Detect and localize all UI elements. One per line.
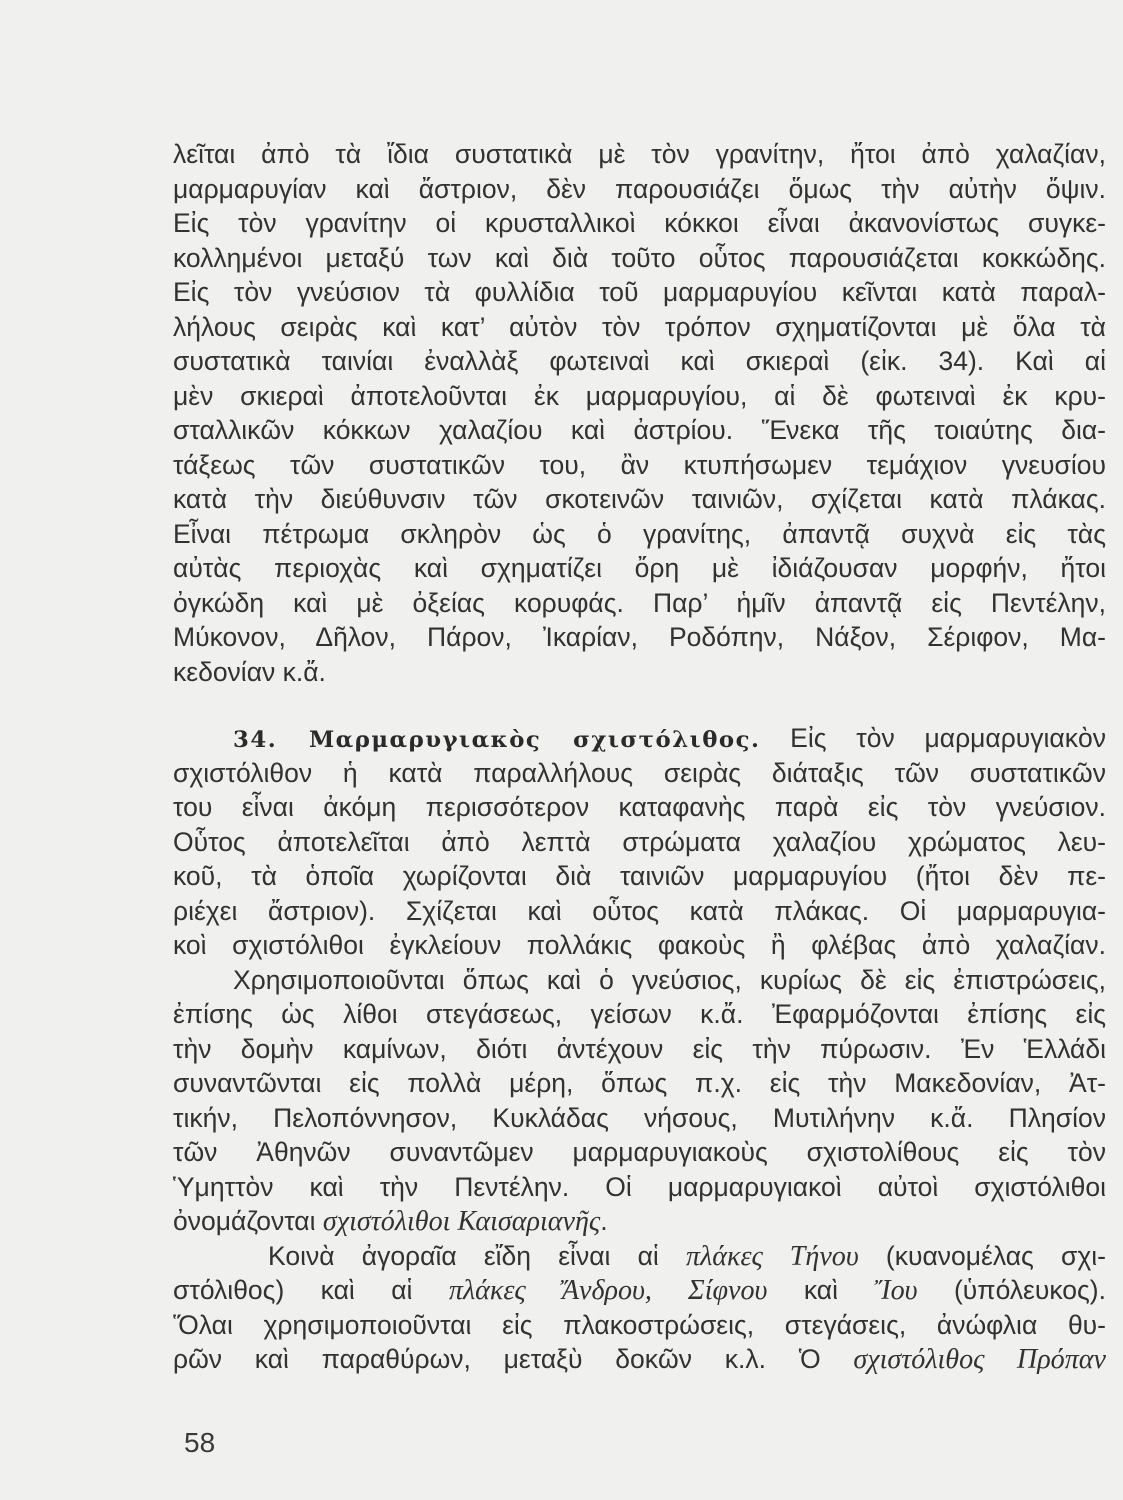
paragraph — [173, 137, 1106, 689]
text-line: τάξεως τῶν συστατικῶν του, ἂν κτυπήσωμεν τεμάχιον γνευσίου — [173, 449, 1106, 480]
text-line: κατὰ τὴν διεύθυνσιν τῶν σκοτεινῶν ταινιῶν, σχίζεται κατὰ πλάκας. — [173, 484, 1106, 514]
text-line: τὴν δομὴν καμίνων, διότι ἀντέχουν εἰς τὴν πύρωσιν. Ἐν Ἑλλάδι — [173, 1033, 1106, 1064]
text-line: ἐπίσης ὡς λίθοι στεγάσεως, γείσων κ.ἄ. Ἐφαρμόζονται ἐπίσης εἰς — [173, 999, 1106, 1029]
text-line: Εἰς τὸν γρανίτην οἱ κρυσταλλικοὶ κόκκοι εἶναι ἀκανονίστως συγκε- — [173, 208, 1106, 238]
text-line: σταλλικῶν κόκκων χαλαζίου καὶ ἀστρίου. Ἕνεκα τῆς τοιαύτης δια- — [173, 415, 1106, 445]
section-34 — [173, 721, 1106, 963]
text-line: Ὑμηττὸν καὶ τὴν Πεντέλην. Οἱ μαρμαρυγιακοὶ αὐτοὶ σχιστόλιθοι — [173, 1171, 1106, 1202]
italic-term: Ἴου — [874, 1275, 918, 1306]
text-segment: ρῶν καὶ παραθύρων, μεταξὺ δοκῶν κ.λ. Ὁ — [173, 1344, 821, 1374]
text-line: μὲν σκιεραὶ ἀποτελοῦνται ἐκ μαρμαρυγίου, αἱ δὲ φωτειναὶ ἐκ κρυ- — [173, 380, 1106, 411]
text-line: σχιστόλιθον ἡ κατὰ παραλλήλους σειρὰς διάταξις τῶν συστατικῶν — [173, 757, 1106, 788]
text-segment: καὶ — [803, 1275, 838, 1305]
text-line — [173, 1342, 1106, 1377]
text-line: Εἰς τὸν γνεύσιον τὰ φυλλίδια τοῦ μαρμαρυγίου κεῖνται κατὰ παραλ- — [173, 277, 1106, 307]
italic-term: σχιστόλιθοι Καισαριανῆς — [322, 1206, 601, 1237]
text-line: τῶν Ἀθηνῶν συναντῶμεν μαρμαρυγιακοὺς σχιστολίθους εἰς τὸν — [173, 1137, 1106, 1167]
page-body — [173, 137, 1106, 1377]
paragraph — [173, 963, 1106, 1239]
text-line: Οὗτος ἀποτελεῖται ἀπὸ λεπτὰ στρώματα χαλαζίου χρώματος λευ- — [173, 826, 1106, 857]
italic-term: πλάκες Τήνου — [686, 1240, 859, 1272]
text-line: κολλημένοι μεταξύ των καὶ διὰ τοῦτο οὗτος παρουσιάζεται κοκκώδης. — [173, 242, 1106, 273]
italic-term: σχιστόλιθος Πρόπαν — [853, 1344, 1106, 1375]
section-heading: 34. Μαρμαρυγιακὸς σχιστόλιθος. — [233, 727, 761, 753]
text-line — [173, 1239, 1106, 1274]
text-segment: (ὑπόλευκος). — [953, 1275, 1106, 1305]
italic-term: πλάκες Ἄνδρου, Σίφνου — [448, 1275, 768, 1306]
text-line: ὀγκώδη καὶ μὲ ὀξείας κορυφάς. Παρ’ ἡμῖν ἀπαντᾷ εἰς Πεντέλην, — [173, 587, 1106, 618]
text-line: Μύκονον, Δῆλον, Πάρον, Ἰκαρίαν, Ροδόπην, Νάξον, Σέριφον, Μα- — [173, 622, 1106, 652]
text-segment: (κυανομέλας σχι- — [885, 1240, 1106, 1271]
text-line: του εἶναι ἀκόμη περισσότερον καταφανὴς παρὰ εἰς τὸν γνεύσιον. — [173, 792, 1106, 822]
text-line: λήλους σειρὰς καὶ κατ’ αὐτὸν τὸν τρόπον σχηματίζονται μὲ ὅλα τὰ — [173, 311, 1106, 342]
text-segment: Εἰς τὸν μαρμαρυγιακὸν — [790, 723, 1106, 753]
text-segment: Κοινὰ ἀγοραῖα εἴδη εἶναι αἱ — [268, 1240, 659, 1271]
text-segment: . — [600, 1206, 608, 1236]
text-line: συστατικὰ ταινίαι ἐναλλὰξ φωτειναὶ καὶ σκιεραὶ (εἰκ. 34). Καὶ αἱ — [173, 346, 1106, 376]
text-line — [173, 1204, 1106, 1239]
text-line: κοῦ, τὰ ὁποῖα χωρίζονται διὰ ταινιῶν μαρμαρυγίου (ἤτοι δὲν πε- — [173, 861, 1106, 891]
text-line: Ὅλαι χρησιμοποιοῦνται εἰς πλακοστρώσεις, στεγάσεις, ἀνώφλια θυ- — [173, 1309, 1106, 1340]
text-line — [173, 1273, 1106, 1308]
text-line — [173, 721, 1106, 756]
text-segment: ὀνομάζονται — [173, 1206, 316, 1236]
page-number: 58 — [184, 1427, 216, 1458]
text-line: συναντῶνται εἰς πολλὰ μέρη, ὅπως π.χ. εἰς τὴν Μακεδονίαν, Ἀτ- — [173, 1068, 1106, 1098]
paragraph — [173, 1239, 1106, 1377]
text-line: ριέχει ἄστριον). Σχίζεται καὶ οὗτος κατὰ πλάκας. Οἱ μαρμαρυγια- — [173, 895, 1106, 926]
text-line: κεδονίαν κ.ἄ. — [173, 656, 326, 687]
text-line: μαρμαρυγίαν καὶ ἄστριον, δὲν παρουσιάζει ὅμως τὴν αὐτὴν ὄψιν. — [173, 173, 1106, 204]
text-line: λεῖται ἀπὸ τὰ ἴδια συστατικὰ μὲ τὸν γρανίτην, ἤτοι ἀπὸ χαλαζίαν, — [173, 139, 1106, 169]
text-line: κοὶ σχιστόλιθοι ἐγκλείουν πολλάκις φακοὺς ἢ φλέβας ἀπὸ χαλαζίαν. — [173, 930, 1106, 960]
text-line: αὐτὰς περιοχὰς καὶ σχηματίζει ὄρη μὲ ἰδιάζουσαν μορφήν, ἤτοι — [173, 553, 1106, 583]
text-line: Εἶναι πέτρωμα σκληρὸν ὡς ὁ γρανίτης, ἀπαντᾷ συχνὰ εἰς τὰς — [173, 518, 1106, 549]
text-segment: στόλιθος) καὶ αἱ — [173, 1275, 413, 1305]
text-line: Χρησιμοποιοῦνται ὅπως καὶ ὁ γνεύσιος, κυρίως δὲ εἰς ἐπιστρώσεις, — [233, 964, 1106, 995]
text-line: τικήν, Πελοπόννησον, Κυκλάδας νήσους, Μυτιλήνην κ.ἄ. Πλησίον — [173, 1102, 1106, 1133]
